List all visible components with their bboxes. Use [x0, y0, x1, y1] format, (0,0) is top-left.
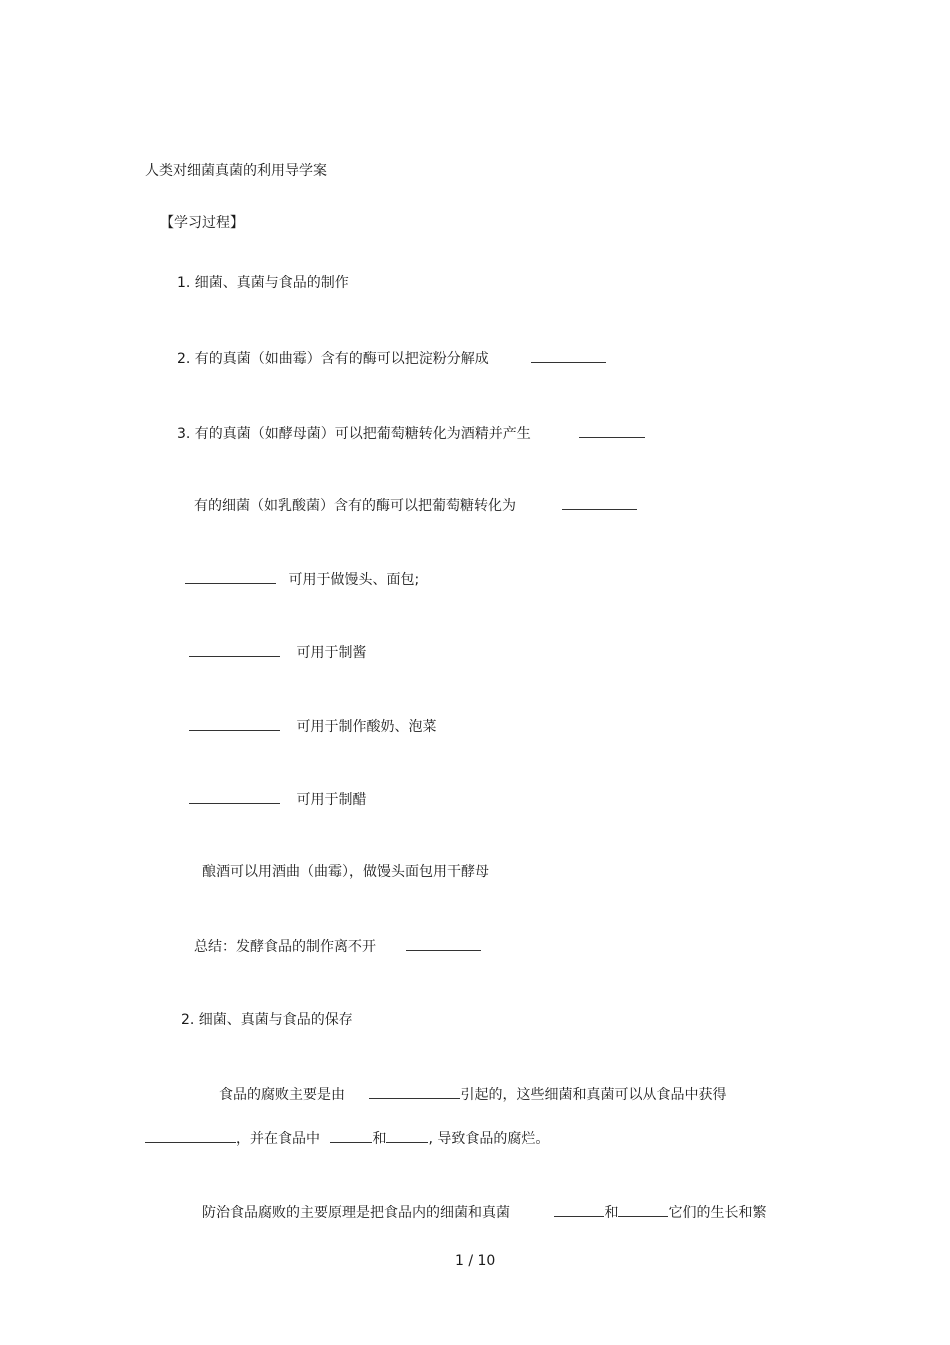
- spoilage-text-c: ，并在食品中: [236, 1131, 320, 1147]
- answer-blank[interactable]: [369, 1084, 460, 1099]
- prevention-line: [202, 1202, 766, 1223]
- answer-blank[interactable]: [330, 1128, 372, 1143]
- answer-blank[interactable]: [579, 423, 645, 438]
- spoilage-text-a: 食品的腐败主要是由: [219, 1087, 345, 1103]
- answer-blank[interactable]: [554, 1202, 604, 1217]
- brewing-note: 酿酒可以用酒曲（曲霉），做馒头面包用干酵母: [202, 864, 489, 880]
- item-2-text: 2. 有的真菌（如曲霉）含有的酶可以把淀粉分解成: [177, 351, 489, 367]
- answer-blank[interactable]: [145, 1128, 236, 1143]
- use-bread-text: 可用于做馒头、面包;: [288, 572, 420, 588]
- page-number: 1 / 10: [455, 1253, 496, 1269]
- item-2-line: [177, 348, 606, 369]
- section-heading: 【学习过程】: [160, 215, 244, 231]
- answer-blank[interactable]: [618, 1202, 668, 1217]
- item-3b-text: 有的细菌（如乳酸菌）含有的酶可以把葡萄糖转化为: [194, 498, 516, 514]
- use-sauce-line: [189, 642, 366, 663]
- use-vinegar-line: [189, 789, 366, 810]
- answer-blank[interactable]: [189, 789, 280, 804]
- use-sauce-text: 可用于制酱: [296, 645, 367, 661]
- spoilage-line-2: [145, 1128, 549, 1149]
- document-title: 人类对细菌真菌的利用导学案: [145, 163, 327, 179]
- answer-blank[interactable]: [562, 495, 637, 510]
- use-bread-line: [185, 569, 419, 590]
- answer-blank[interactable]: [406, 936, 481, 951]
- answer-blank[interactable]: [531, 348, 606, 363]
- spoilage-text-d: , 导致食品的腐烂。: [428, 1131, 550, 1147]
- item-3-text: 3. 有的真菌（如酵母菌）可以把葡萄糖转化为酒精并产生: [177, 426, 531, 442]
- prevention-text-a: 防治食品腐败的主要原理是把食品内的细菌和真菌: [202, 1205, 510, 1221]
- item-preserve-heading: 2. 细菌、真菌与食品的保存: [181, 1012, 353, 1028]
- spoilage-line-1: [219, 1084, 726, 1105]
- spoilage-and: 和: [372, 1131, 387, 1147]
- item-3-line: [177, 423, 645, 444]
- summary-line: [194, 936, 481, 957]
- answer-blank[interactable]: [189, 716, 280, 731]
- prevention-and: 和: [604, 1205, 619, 1221]
- answer-blank[interactable]: [185, 569, 276, 584]
- use-vinegar-text: 可用于制醋: [296, 792, 367, 808]
- item-1-heading: 1. 细菌、真菌与食品的制作: [177, 275, 349, 291]
- spoilage-text-b: 引起的，这些细菌和真菌可以从食品中获得: [460, 1087, 727, 1103]
- answer-blank[interactable]: [386, 1128, 428, 1143]
- item-3b-line: [194, 495, 637, 516]
- answer-blank[interactable]: [189, 642, 280, 657]
- use-yogurt-text: 可用于制作酸奶、泡菜: [296, 719, 437, 735]
- summary-text: 总结：发酵食品的制作离不开: [194, 939, 376, 955]
- use-yogurt-line: [189, 716, 436, 737]
- prevention-text-b: 它们的生长和繁: [668, 1205, 767, 1221]
